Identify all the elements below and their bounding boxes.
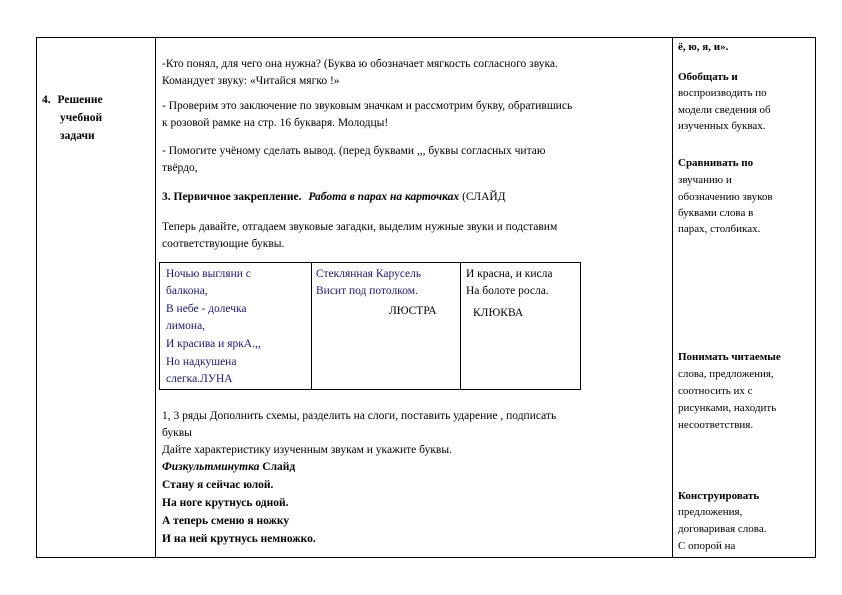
- right-block3-line-3: соотносить их с: [678, 385, 753, 397]
- right-block2-line-5: парах, столбиках.: [678, 223, 761, 235]
- stage-number: 4.: [42, 94, 51, 106]
- section3-heading: [162, 190, 506, 205]
- riddle-3-line-2: На болоте росла.: [466, 285, 549, 297]
- right-block1-line-2: воспроизводить по: [678, 87, 767, 99]
- right-block2-line-1: Сравнивать по: [678, 157, 754, 169]
- para5-line-3: Дайте характеристику изученным звукам и укажите буквы.: [162, 444, 452, 456]
- right-block4-line-2: предложения,: [678, 506, 743, 518]
- para1-line-2: Командует звуку: «Читайся мягко !»: [162, 75, 340, 87]
- poem-line-1: Стану я сейчас юлой.: [162, 479, 274, 491]
- right-block3-line-5: несоответствия.: [678, 419, 754, 431]
- para4-line-1: Теперь давайте, отгадаем звуковые загадки, выделим нужные звуки и подставим: [162, 221, 558, 233]
- riddle-1-line-6: Но надкушена: [166, 356, 237, 368]
- stage-cell: [42, 93, 103, 108]
- right-block2-line-3: обозначению звуков: [678, 191, 773, 203]
- stage-title-line-3: задачи: [60, 130, 95, 142]
- para5-line-2: буквы: [162, 427, 192, 439]
- riddle-1-line-1: Ночью выгляни с: [166, 268, 251, 280]
- riddle-3-answer: КЛЮКВА: [473, 307, 524, 319]
- right-block4-line-3: договаривая слова.: [678, 523, 767, 535]
- right-block3-line-2: слова, предложения,: [678, 368, 774, 380]
- para5-line-1: 1, 3 ряды Дополнить схемы, разделить на слоги, поставить ударение , подписать: [162, 410, 557, 422]
- riddle-3-line-1: И красна, и кисла: [466, 268, 553, 280]
- poem-line-2: На ноге крутнусь одной.: [162, 497, 289, 509]
- riddle-2-line-1: Стеклянная Карусель: [316, 268, 422, 280]
- riddle-1-line-4: лимона,: [166, 320, 206, 332]
- fizkult-slide: Слайд: [259, 461, 296, 473]
- section3-subtitle: Работа в парах на карточках: [308, 191, 460, 203]
- right-block4-line-1: Конструировать: [678, 490, 760, 502]
- section3-slide: (СЛАЙД: [459, 191, 506, 203]
- riddle-1-line-2: балкона,: [166, 285, 208, 297]
- riddles-left-border: [159, 262, 160, 390]
- riddles-right-border: [580, 262, 581, 390]
- table-right-border: [815, 37, 816, 558]
- riddle-1-line-3: В небе - долечка: [166, 303, 247, 315]
- right-block1-line-3: модели сведения об: [678, 104, 771, 116]
- table-divider-2: [672, 37, 673, 558]
- table-divider-1: [155, 37, 156, 558]
- stage-title-line-2: учебной: [60, 112, 103, 124]
- para3-line-1: - Помогите учёному сделать вывод. (перед буквами ,,, буквы согласных читаю: [162, 145, 546, 157]
- para4-line-2: соответствующие буквы.: [162, 238, 285, 250]
- stage-title-line-1: Решение: [57, 94, 103, 106]
- right-block3-line-1: Понимать читаемые: [678, 351, 781, 363]
- para3-line-2: твёрдо,: [162, 162, 198, 174]
- riddles-divider-2: [460, 262, 461, 390]
- riddle-2-line-2: Висит под потолком.: [316, 285, 418, 297]
- para1-line-1: -Кто понял, для чего она нужна? (Буква ю обозначает мягкость согласного звука.: [162, 58, 558, 70]
- right-block4-line-4: С опорой на: [678, 540, 736, 552]
- right-block3-line-4: рисунками, находить: [678, 402, 777, 414]
- table-top-border: [36, 37, 816, 38]
- section3-title: 3. Первичное закрепление.: [162, 191, 302, 203]
- fizkult-label: Физкультминутка: [162, 461, 260, 473]
- right-block0-line-1: ё, ю, я, и».: [678, 41, 729, 53]
- riddles-top-border: [159, 262, 581, 263]
- poem-line-4: И на ней крутнусь немножко.: [162, 533, 316, 545]
- riddle-1-line-7: слегка.ЛУНА: [166, 373, 233, 385]
- right-block2-line-2: звучанию и: [678, 174, 732, 186]
- riddle-1-line-5: И красива и яркА.,,: [166, 338, 261, 350]
- table-bottom-border: [36, 557, 816, 558]
- table-left-border: [36, 37, 37, 558]
- fizkult-line: [162, 460, 295, 475]
- right-block2-line-4: буквами слова в: [678, 207, 754, 219]
- poem-line-3: А теперь сменю я ножку: [162, 515, 290, 527]
- riddles-bottom-border: [159, 389, 581, 390]
- riddles-divider-1: [311, 262, 312, 390]
- para2-line-1: - Проверим это заключение по звуковым значкам и рассмотрим букву, обратившись: [162, 100, 573, 112]
- riddle-2-answer: ЛЮСТРА: [389, 305, 437, 317]
- para2-line-2: к розовой рамке на стр. 16 букваря. Молодцы!: [162, 117, 389, 129]
- right-block1-line-4: изученных буквах.: [678, 120, 766, 132]
- right-block1-line-1: Обобщать и: [678, 71, 738, 83]
